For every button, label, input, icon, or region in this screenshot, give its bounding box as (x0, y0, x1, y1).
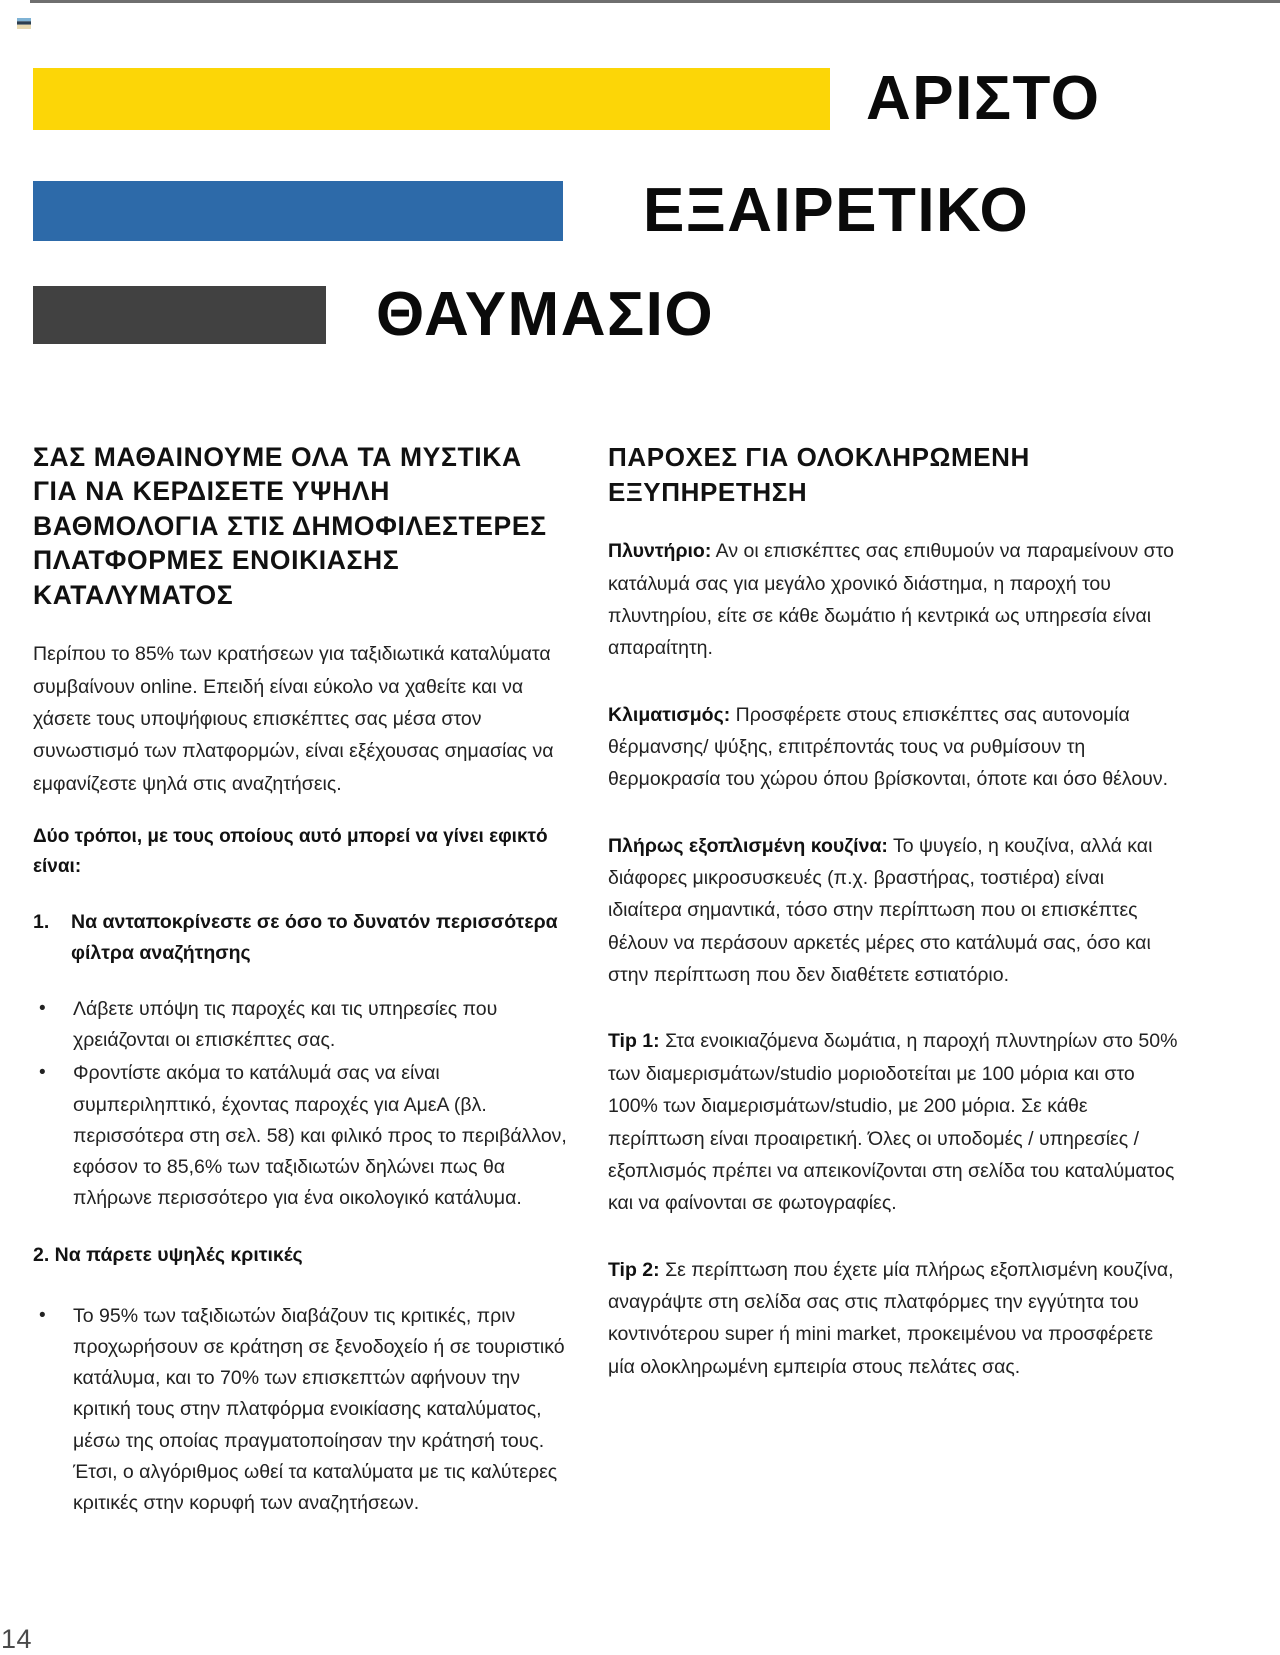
right-entry-tip-1 (608, 1025, 1180, 1219)
right-entry-tip-2-label: Tip 2: (608, 1258, 660, 1281)
right-entry-aircon (608, 699, 1180, 796)
numbered-item-1-marker: 1. (33, 911, 50, 934)
page-top-rule (30, 0, 1280, 3)
yellow-bar (33, 68, 830, 130)
left-lead-bold: Δύο τρόποι, με τους οποίους αυτό μπορεί να γίνει εφικτό είναι: (33, 825, 548, 877)
numbered-item-2: 2. Να πάρετε υψηλές κριτικές (33, 1244, 303, 1267)
list-item-text: Φροντίστε ακόμα το κατάλυμά σας να είναι συμπεριληπτικό, έχοντας παροχές για ΑμεΑ (βλ. περισσότερα στη σελ. 58) και φιλικό προς το περιβάλλον, εφόσον το 85,6% των ταξιδιωτών δηλώνει πως θα πλήρωνε περισσότερο για ένα οικολογικό κατάλυμα. (73, 1062, 567, 1210)
dark-bar (33, 286, 326, 344)
hero-word-1: ΑΡΙΣΤΟ (866, 64, 1101, 133)
left-bullet-list-1 (33, 994, 568, 1214)
list-item-text: Λάβετε υπόψη τις παροχές και τις υπηρεσίες που χρειάζονται οι επισκέπτες σας. (73, 998, 498, 1052)
hero-row-1 (0, 60, 1280, 138)
right-entry-kitchen-text: Το ψυγείο, η κουζίνα, αλλά και διάφορες μικροσυσκευές (π.χ. βραστήρας, τοστιέρα) είναι ιδιαίτερα σημαντικά, τόσο στην περίπτωση που οι επισκέπτες θέλουν να περάσουν αρκετές μέρες στο κατάλυμά σας, όσο και στην περίπτωση που δεν διαθέτετε εστιατόριο. (608, 834, 1153, 987)
right-entry-kitchen (608, 830, 1180, 992)
right-entry-kitchen-label: Πλήρως εξοπλισμένη κουζίνα: (608, 834, 888, 857)
right-entry-washer-label: Πλυντήριο: (608, 540, 712, 563)
right-entry-washer (608, 535, 1180, 664)
logo-mark-icon (17, 18, 31, 29)
right-entry-tip-1-text: Στα ενοικιαζόμενα δωμάτια, η παροχή πλυντηρίων στο 50% των διαμερισμάτων/studio μοριοδοτείται με 100 μόρια και στο 100% των διαμερισμάτων/studio, με 200 μόρια. Σε κάθε περίπτωση είναι προαιρετική. Όλες οι υποδομές / υπηρεσίες / εξοπλισμός πρέπει να απεικονίζονται στη σελίδα του καταλύματος και να φαίνονται σε φωτογραφίες. (608, 1030, 1178, 1215)
right-entry-aircon-label: Κλιματισμός: (608, 703, 731, 726)
blue-bar (33, 181, 563, 241)
bullet-dot-icon: • (39, 1304, 46, 1326)
bullet-dot-icon: • (39, 998, 46, 1020)
hero-banner (0, 60, 1280, 360)
left-column-title: ΣΑΣ ΜΑΘΑΙΝΟΥΜΕ ΟΛΑ ΤΑ ΜΥΣΤΙΚΑ ΓΙΑ ΝΑ ΚΕΡΔΙΣΕΤΕ ΥΨΗΛΗ ΒΑΘΜΟΛΟΓΙΑ ΣΤΙΣ ΔΗΜΟΦΙΛΕΣΤΕΡΕΣ ΠΛΑΤΦΟΡΜΕΣ ΕΝΟΙΚΙΑΣΗΣ ΚΑΤΑΛΥΜΑΤΟΣ (33, 442, 547, 610)
list-item (33, 1301, 568, 1519)
hero-word-3: ΘΑΥΜΑΣΙΟ (376, 280, 715, 349)
left-intro-paragraph: Περίπου το 85% των κρατήσεων για ταξιδιωτικά καταλύματα συμβαίνουν online. Επειδή είναι εύκολο να χαθείτε και να χάσετε τους υποψήφιους επισκέπτες σας μέσα στον συνωστισμό των πλατφορμών, είναι εξέχουσας σημασίας να εμφανίζεστε ψηλά στις αναζητήσεις. (33, 643, 554, 795)
page-number: 14 (1, 1624, 33, 1654)
list-item-text: Το 95% των ταξιδιωτών διαβάζουν τις κριτικές, πριν προχωρήσουν σε κράτηση σε ξενοδοχείο ή σε τουριστικό κατάλυμα, και το 70% των επισκεπτών αφήνουν την κριτική τους στην πλατφόρμα ενοικίασης καταλύματος, μέσω της οποίας πραγματοποίησαν την κράτησή τους. Έτσι, ο αλγόριθμος ωθεί τα καταλύματα με τις καλύτερες κριτικές στην κορυφή των αναζητήσεων. (73, 1304, 565, 1514)
right-entry-washer-text: Αν οι επισκέπτες σας επιθυμούν να παραμείνουν στο κατάλυμά σας για μεγάλο χρονικό διάστημα, η παροχή του πλυντηρίου, είτε σε κάθε δωμάτιο ή κεντρικά ως υπηρεσία είναι απαραίτητη. (608, 540, 1174, 660)
hero-row-3 (0, 276, 1280, 354)
list-item (33, 1058, 568, 1214)
right-entry-tip-1-label: Tip 1: (608, 1030, 660, 1053)
bullet-dot-icon: • (39, 1062, 46, 1084)
numbered-item-1 (33, 907, 568, 968)
right-entry-tip-2-text: Σε περίπτωση που έχετε μία πλήρως εξοπλισμένη κουζίνα, αναγράψτε στη σελίδα σας στις πλατφόρμες την εγγύτητα του κοντινότερου super ή mini market, προκειμένου να προσφέρετε μία ολοκληρωμένη εμπειρία στους πελάτες σας. (608, 1258, 1174, 1378)
right-entry-aircon-text: Προσφέρετε στους επισκέπτες σας αυτονομία θέρμανσης/ ψύξης, επιτρέποντάς τους να ρυθμίσουν τη θερμοκρασία του χώρου όπου βρίσκονται, όποτε και όσο θέλουν. (608, 703, 1168, 791)
left-column (0, 440, 608, 1545)
content-columns (0, 440, 1280, 1545)
hero-row-2 (0, 172, 1280, 250)
hero-word-2: ΕΞΑΙΡΕΤΙΚΟ (643, 176, 1030, 245)
left-bullet-list-2 (33, 1301, 568, 1519)
numbered-item-1-text: Να ανταποκρίνεστε σε όσο το δυνατόν περισσότερα φίλτρα αναζήτησης (71, 911, 558, 964)
right-column-title: ΠΑΡΟΧΕΣ ΓΙΑ ΟΛΟΚΛΗΡΩΜΕΝΗ ΕΞΥΠΗΡΕΤΗΣΗ (608, 442, 1030, 507)
right-entry-tip-2 (608, 1254, 1180, 1383)
list-item (33, 994, 568, 1056)
right-column (608, 440, 1280, 1545)
